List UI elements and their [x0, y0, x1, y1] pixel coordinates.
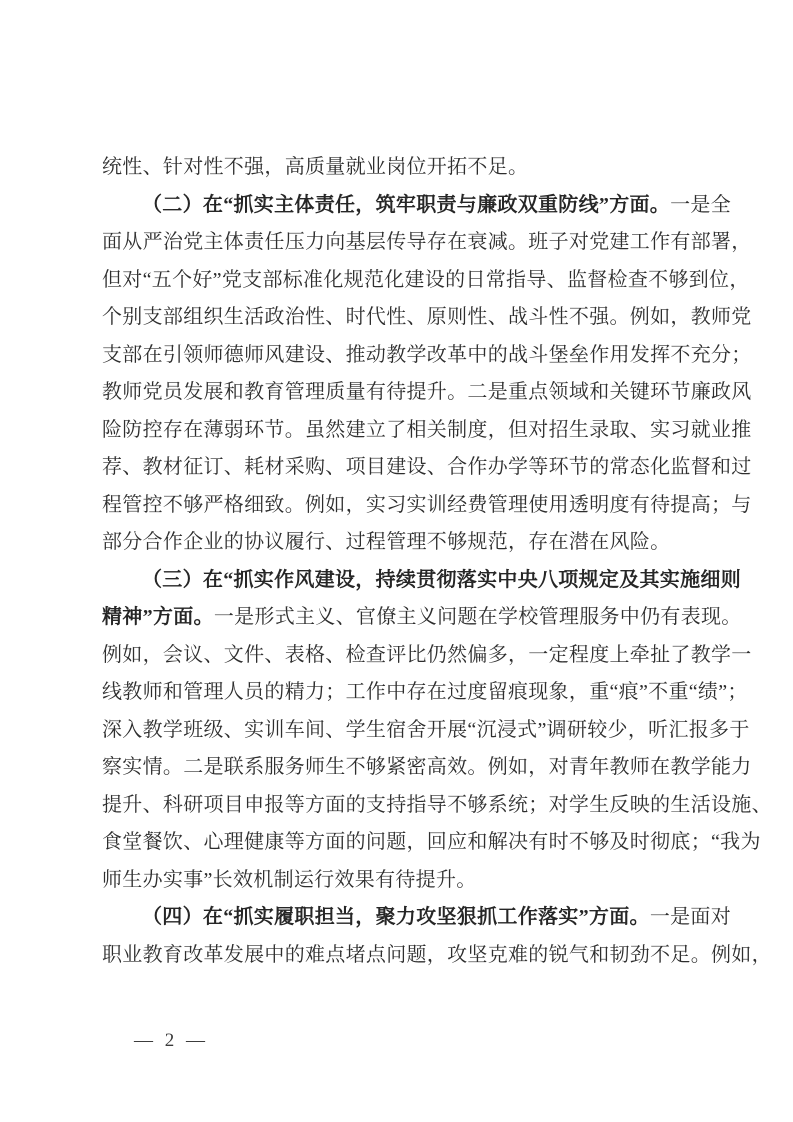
body-text-segment: 个别支部组织生活政治性、时代性、原则性、战斗性不强。例如，教师党 [102, 306, 752, 328]
text-line [102, 899, 764, 937]
text-line [102, 299, 764, 337]
text-line [102, 637, 764, 675]
body-text-segment: 教师党员发展和教育管理质量有待提升。二是重点领域和关键环节廉政风 [102, 381, 752, 403]
body-text-segment: 察实情。二是联系服务师生不够紧密高效。例如，对青年教师在教学能力 [102, 756, 752, 778]
body-text-segment: 但对“五个好”党支部标准化规范化建设的日常指导、监督检查不够到位， [102, 268, 750, 291]
section-heading-segment: （二）在“抓实主体责任，筑牢职责与廉政双重防线”方面。 [142, 193, 671, 216]
text-line [102, 824, 764, 862]
body-text-segment: 一是形式主义、官僚主义问题在学校管理服务中仍有表现。 [213, 606, 742, 628]
text-line [102, 149, 764, 187]
body-text-segment: 面从严治党主体责任压力向基层传导存在衰减。班子对党建工作有部署， [102, 231, 752, 253]
body-text-segment: 线教师和管理人员的精力；工作中存在过度留痕现象，重“痕”不重“绩”； [102, 681, 748, 703]
text-line [102, 187, 764, 225]
text-line [102, 374, 764, 412]
text-line [102, 412, 764, 450]
section-heading-segment: （三）在“抓实作风建设，持续贯彻落实中央八项规定及其实施细则 [142, 568, 741, 591]
body-text-segment: 深入教学班级、实训车间、学生宿舍开展“沉浸式”调研较少，听汇报多于 [102, 718, 750, 741]
body-text-segment: 例如，会议、文件、表格、检查评比仍然偏多，一定程度上牵扯了教学一 [102, 643, 752, 666]
body-text-segment: 一是面对 [649, 906, 732, 928]
body-text-segment: 险防控存在薄弱环节。虽然建立了相关制度，但对招生录取、实习就业推 [102, 418, 752, 441]
text-line [102, 749, 764, 787]
body-text-segment: 程管控不够严格细致。例如，实习实训经费管理使用透明度有待提高；与 [102, 493, 752, 516]
text-line [102, 562, 764, 600]
text-line [102, 524, 764, 562]
body-text-segment: 一是全 [670, 193, 732, 216]
body-text-segment: 部分合作企业的协议履行、过程管理不够规范，存在潜在风险。 [102, 531, 671, 553]
text-line [102, 937, 772, 975]
text-line [102, 712, 764, 750]
text-line [102, 487, 764, 525]
body-text-segment: 统性、针对性不强，高质量就业岗位开拓不足。 [102, 156, 529, 178]
section-heading-segment: 精神”方面。 [102, 606, 214, 628]
document-lines [102, 149, 772, 974]
body-text-segment: 食堂餐饮、心理健康等方面的问题，回应和解决有时不够及时彻底；“我为 [102, 831, 761, 853]
text-line [102, 449, 764, 487]
text-line [102, 337, 764, 375]
text-line [102, 862, 764, 900]
text-line [102, 262, 764, 300]
body-text-segment: 支部在引领师德师风建设、推动教学改革中的战斗堡垒作用发挥不充分； [102, 343, 752, 366]
text-line [102, 674, 764, 712]
page-number: — 2 — [134, 1030, 206, 1051]
body-text-segment: 职业教育改革发展中的难点堵点问题，攻坚克难的锐气和韧劲不足。例如， [102, 943, 772, 966]
text-line [102, 787, 772, 825]
body-text-segment: 师生办实事”长效机制运行效果有待提升。 [102, 868, 477, 891]
body-text-segment: 荐、教材征订、耗材采购、项目建设、合作办学等环节的常态化监督和过 [102, 456, 752, 478]
text-line [102, 599, 764, 637]
body-text-segment: 提升、科研项目申报等方面的支持指导不够系统；对学生反映的生活设施、 [102, 793, 772, 816]
text-line [102, 224, 764, 262]
section-heading-segment: （四）在“抓实履职担当，聚力攻坚狠抓工作落实”方面。 [142, 906, 650, 928]
